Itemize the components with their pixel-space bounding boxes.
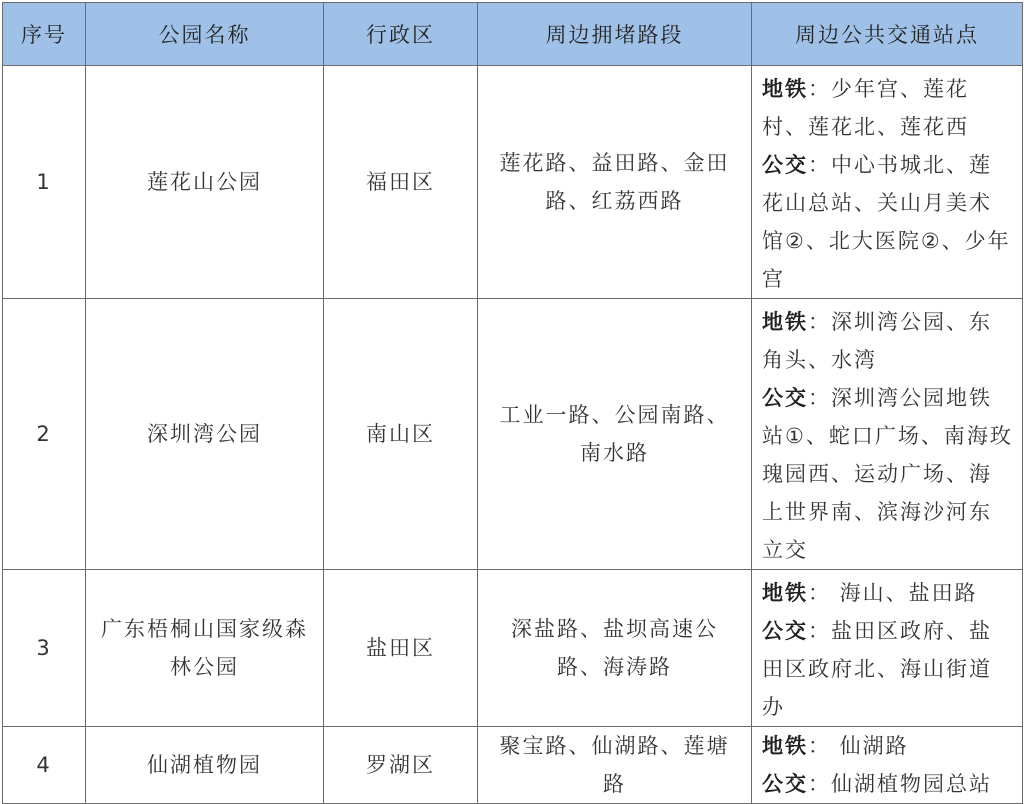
metro-line (762, 727, 1014, 765)
bus-stations: ：仙湖植物园总站 (808, 772, 992, 796)
header-number: 序号 (3, 3, 86, 66)
bus-line (762, 765, 1014, 803)
table-row (3, 66, 1023, 299)
metro-line (762, 303, 1014, 379)
table-row (3, 570, 1023, 727)
bus-line (762, 612, 1014, 726)
row-number: 3 (3, 570, 86, 727)
metro-label: 地铁 (762, 310, 808, 334)
parks-traffic-table (2, 2, 1023, 804)
header-district: 行政区 (324, 3, 478, 66)
bus-stations: ：盐田区政府、盐田区政府北、海山街道办 (762, 619, 992, 719)
row-number: 1 (3, 66, 86, 299)
transit-stations (752, 299, 1023, 570)
district: 盐田区 (324, 570, 478, 727)
bus-label: 公交 (762, 619, 808, 643)
transit-stations (752, 66, 1023, 299)
bus-label: 公交 (762, 772, 808, 796)
congested-roads: 莲花路、益田路、金田路、红荔西路 (478, 66, 752, 299)
park-name: 广东梧桐山国家级森林公园 (86, 570, 324, 727)
metro-label: 地铁 (762, 581, 808, 605)
metro-stations: ：深圳湾公园、东角头、水湾 (762, 310, 992, 372)
congested-roads: 工业一路、公园南路、南水路 (478, 299, 752, 570)
row-number: 2 (3, 299, 86, 570)
header-transit-stations: 周边公共交通站点 (752, 3, 1023, 66)
district: 罗湖区 (324, 727, 478, 804)
park-name: 深圳湾公园 (86, 299, 324, 570)
park-name: 莲花山公园 (86, 66, 324, 299)
transit-stations (752, 570, 1023, 727)
bus-label: 公交 (762, 153, 808, 177)
metro-line (762, 70, 1014, 146)
park-name: 仙湖植物园 (86, 727, 324, 804)
header-congested-roads: 周边拥堵路段 (478, 3, 752, 66)
transit-stations (752, 727, 1023, 804)
metro-stations: ： 海山、盐田路 (808, 581, 978, 605)
district: 福田区 (324, 66, 478, 299)
metro-label: 地铁 (762, 77, 808, 101)
congested-roads: 聚宝路、仙湖路、莲塘路 (478, 727, 752, 804)
row-number: 4 (3, 727, 86, 804)
bus-label: 公交 (762, 386, 808, 410)
table-row (3, 299, 1023, 570)
metro-label: 地铁 (762, 734, 808, 758)
metro-stations: ：少年宫、莲花村、莲花北、莲花西 (762, 77, 969, 139)
bus-stations: ：深圳湾公园地铁站①、蛇口广场、南海玫瑰园西、运动广场、海上世界南、滨海沙河东立交 (762, 386, 1013, 562)
metro-line (762, 574, 1014, 612)
table-row (3, 727, 1023, 804)
header-row (3, 3, 1023, 66)
district: 南山区 (324, 299, 478, 570)
bus-stations: ：中心书城北、莲花山总站、关山月美术馆②、北大医院②、少年宫 (762, 153, 1011, 291)
metro-stations: ： 仙湖路 (808, 734, 909, 758)
bus-line (762, 379, 1014, 569)
congested-roads: 深盐路、盐坝高速公路、海涛路 (478, 570, 752, 727)
header-park-name: 公园名称 (86, 3, 324, 66)
bus-line (762, 146, 1014, 298)
